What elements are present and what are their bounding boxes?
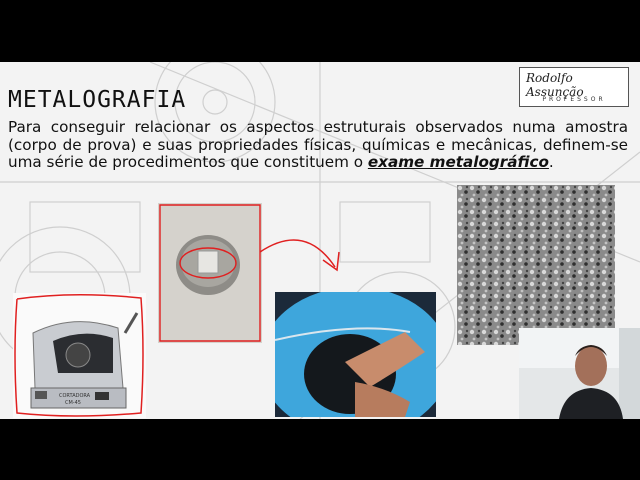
logo-signature: Rodolfo Assunção bbox=[526, 71, 584, 99]
webcam-presenter bbox=[519, 328, 640, 419]
slide bbox=[0, 62, 640, 419]
sample-specimen-photo bbox=[158, 203, 262, 343]
polishing-photo bbox=[275, 292, 436, 417]
logo-role: PROFESSOR bbox=[542, 96, 606, 103]
cutting-machine-photo bbox=[13, 293, 146, 418]
microstructure-photo bbox=[457, 185, 615, 345]
paragraph-end: . bbox=[548, 153, 554, 171]
paragraph-text: Para conseguir relacionar os aspectos estruturais observados numa amostra (corpo de prova) e suas propriedades físicas, químicas e mecânicas, definem-se uma série de procedimentos que constituem o bbox=[8, 118, 628, 171]
machine-label-2: CM-45 bbox=[65, 400, 81, 406]
machine-label-1: CORTADORA bbox=[59, 393, 91, 399]
slide-title: METALOGRAFIA bbox=[8, 87, 187, 113]
slide-paragraph bbox=[8, 119, 628, 172]
professor-logo bbox=[519, 67, 629, 107]
red-arrow-annotation bbox=[255, 222, 355, 282]
paragraph-emphasis: exame metalográfico bbox=[367, 153, 549, 171]
